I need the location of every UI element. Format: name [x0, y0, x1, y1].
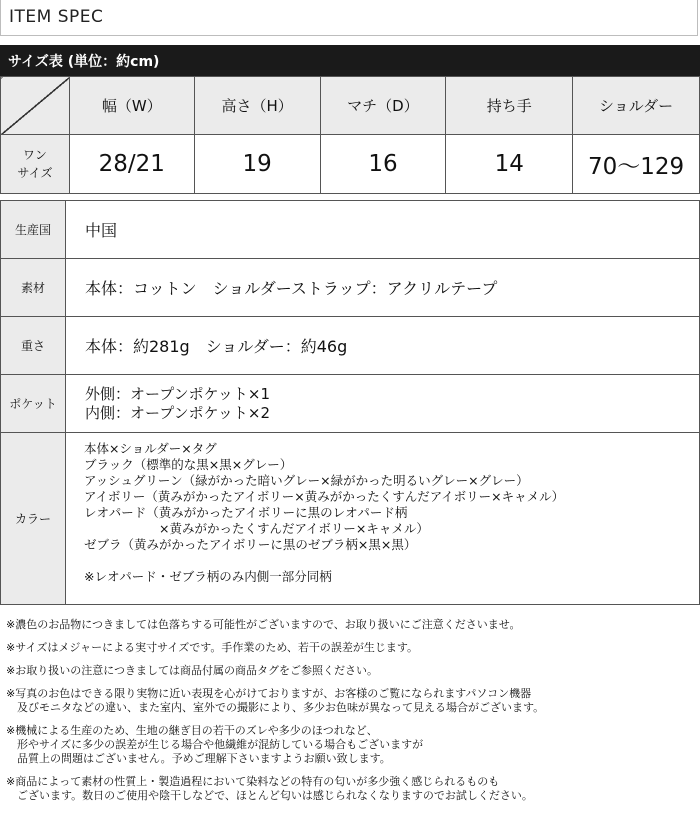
color-value [66, 433, 700, 605]
value-depth: 16 [320, 135, 446, 194]
color-line: アイボリー（黄みがかったアイボリー×黄みがかったくすんだアイボリー×キャメル） [84, 489, 565, 504]
color-line: アッシュグリーン（緑がかった暗いグレー×緑がかった明るいグレー×グレー） [84, 473, 529, 488]
weight-label: 重さ [1, 317, 66, 375]
spec-row-origin [1, 201, 700, 259]
color-line: ゼブラ（黄みがかったアイボリーに黒のゼブラ柄×黒×黒） [84, 537, 417, 552]
value-width: 28/21 [69, 135, 194, 194]
size-table [0, 76, 700, 194]
spec-row-pocket [1, 375, 700, 433]
pocket-value [66, 375, 700, 433]
material-label: 素材 [1, 259, 66, 317]
spec-row-color [1, 433, 700, 605]
col-shoulder: ショルダー [573, 77, 700, 135]
color-line: ※レオパード・ゼブラ柄のみ内側一部分同柄 [84, 569, 332, 584]
note-item: ※お取り扱いの注意につきましては商品付属の商品タグをご参照ください。 [6, 664, 378, 677]
note-item: ※機械による生産のため、生地の継ぎ目の若干のズレや多少のほつれなど、 形やサイズに多少の誤差が生じる場合や他繊維が混紡している場合もございますが 品質上の問題はございません。予めご理解下さいますようお願い致します。 [6, 724, 424, 765]
value-handle: 14 [446, 135, 573, 194]
col-depth: マチ（D） [320, 77, 446, 135]
diagonal-corner-cell [1, 77, 70, 135]
one-size-label: ワン サイズ [1, 135, 70, 194]
color-line: 本体×ショルダー×タグ [84, 441, 217, 456]
color-line: ×黄みがかったくすんだアイボリー×キャメル） [84, 521, 429, 536]
size-table-title-bar [0, 45, 700, 76]
note-item: ※商品によって素材の性質上・製造過程において染料などの特有の匂いが多少強く感じられるものも ございます。数日のご使用や陰干しなどで、ほとんど匂いは感じられなくなりますのでお試しください。 [6, 775, 533, 802]
spec-row-material [1, 259, 700, 317]
color-label: カラー [1, 433, 66, 605]
origin-value: 中国 [66, 201, 700, 259]
notes-section [6, 618, 696, 812]
origin-label: 生産国 [1, 201, 66, 259]
material-value: 本体：コットン ショルダーストラップ：アクリルテープ [66, 259, 700, 317]
color-line: レオパード（黄みがかったアイボリーに黒のレオパード柄 [84, 505, 408, 520]
spec-row-weight [1, 317, 700, 375]
size-value-row [1, 135, 700, 194]
note-item: ※写真のお色はできる限り実物に近い表現を心がけておりますが、お客様のご覧になられますパソコン機器 及びモニタなどの違い、また室内、室外での撮影により、多少お色味が異なって見える場合がございます。 [6, 687, 545, 714]
value-shoulder: 70〜129 [573, 135, 700, 194]
pocket-inner: 内側：オープンポケット×2 [85, 403, 271, 422]
size-table-title: サイズ表 (単位：約cm) [8, 54, 160, 70]
color-line: ブラック（標準的な黒×黒×グレー） [84, 457, 293, 472]
note-item: ※サイズはメジャーによる実寸サイズです。手作業のため、若干の誤差が生じます。 [6, 641, 419, 654]
col-width: 幅（W） [69, 77, 194, 135]
color-line-spacer [84, 553, 698, 569]
value-height: 19 [194, 135, 320, 194]
section-title: ITEM SPEC [9, 7, 104, 27]
col-height: 高さ（H） [194, 77, 320, 135]
size-header-row [1, 77, 700, 135]
weight-value: 本体：約281g ショルダー：約46g [66, 317, 700, 375]
note-item: ※濃色のお品物につきましては色落ちする可能性がございますので、お取り扱いにご注意くださいませ。 [6, 618, 521, 631]
col-handle: 持ち手 [446, 77, 573, 135]
item-spec-header [0, 0, 698, 36]
spec-table [0, 200, 700, 605]
pocket-outer: 外側：オープンポケット×1 [85, 384, 271, 403]
pocket-label: ポケット [1, 375, 66, 433]
